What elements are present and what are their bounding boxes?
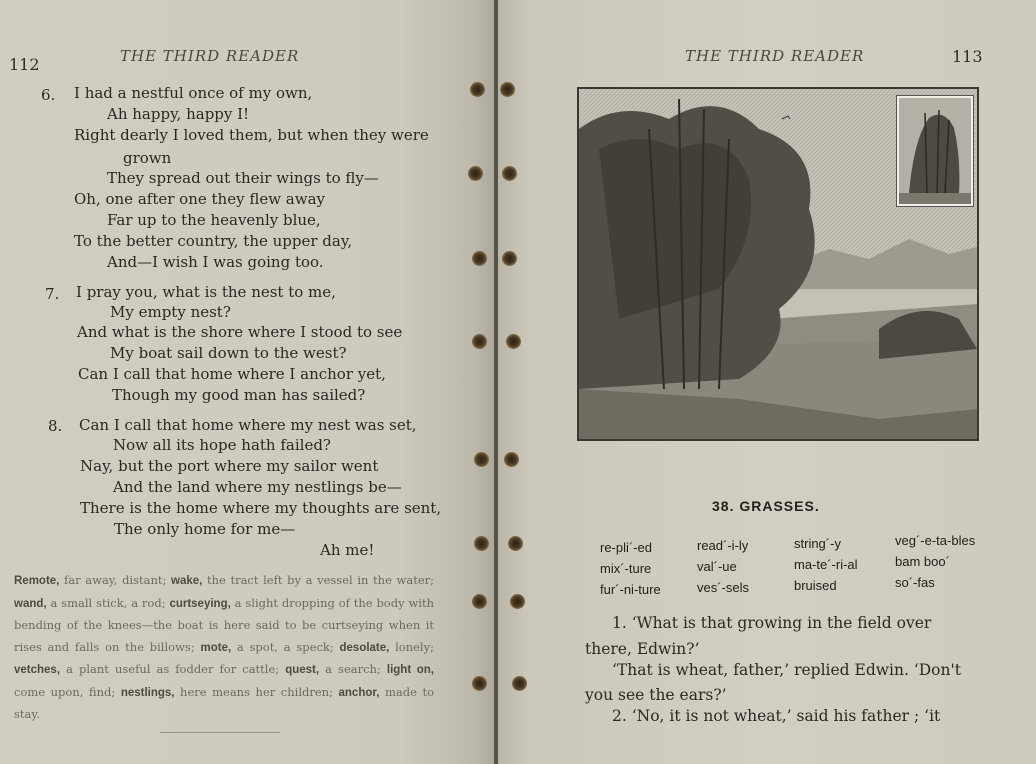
bamboo-inset-image xyxy=(899,98,971,204)
glossary-term: curtseying, xyxy=(169,597,231,610)
glossary-definition: a plant useful as fodder for cattle; xyxy=(60,662,286,676)
binding-hole xyxy=(504,452,519,467)
glossary-definition: far away, distant; xyxy=(59,573,172,587)
glossary-definition: here means her children; xyxy=(174,684,339,699)
vocab-word: val´-ue xyxy=(697,559,737,574)
glossary-term: vetches, xyxy=(14,664,61,676)
poem-line: Oh, one after one they flew away xyxy=(74,190,326,208)
binding-hole xyxy=(508,536,523,551)
binding-hole xyxy=(472,251,487,266)
glossary-definition: the tract left by a vessel in the water; xyxy=(202,573,435,587)
poem-line: Can I call that home where my nest was set, xyxy=(79,416,417,434)
vocab-word: veg´-e-ta-bles xyxy=(895,533,976,548)
poem-line: There is the home where my thoughts are sent, xyxy=(80,499,442,517)
binding-hole xyxy=(512,676,527,691)
vocab-word: bam boo´ xyxy=(895,554,950,569)
binding-hole xyxy=(470,82,485,97)
stanza-number: 7. xyxy=(45,285,60,303)
poem-line: Ah me! xyxy=(320,541,375,559)
binding-hole xyxy=(506,334,521,349)
prose-line: 2. ‘No, it is not wheat,’ said his father ; ‘it xyxy=(612,707,941,725)
binding-hole xyxy=(474,452,489,467)
poem-line: The only home for me— xyxy=(114,520,296,538)
glossary-term: light on, xyxy=(386,664,434,676)
poem-line: Nay, but the port where my sailor went xyxy=(80,457,379,475)
binding-hole xyxy=(472,676,487,691)
glossary-term: desolate, xyxy=(339,641,390,654)
vocab-word: string´-y xyxy=(794,536,841,551)
poem-line: And the land where my nestlings be— xyxy=(113,478,402,496)
poem-line: They spread out their wings to fly— xyxy=(107,169,379,187)
prose-line: 1. ‘What is that growing in the field over xyxy=(612,614,932,632)
poem-line: My boat sail down to the west? xyxy=(110,344,347,362)
poem-line: Far up to the heavenly blue, xyxy=(107,211,321,229)
book-gutter xyxy=(494,0,498,764)
vocab-word: ma-te´-ri-al xyxy=(794,557,858,572)
prose-line: there, Edwin?’ xyxy=(585,640,700,658)
vocab-word: ves´-sels xyxy=(697,580,750,595)
binding-hole xyxy=(468,166,483,181)
prose-line: you see the ears?’ xyxy=(585,686,727,704)
left-page xyxy=(0,0,497,764)
lesson-title: 38. GRASSES. xyxy=(712,498,820,514)
glossary-term: nestlings, xyxy=(120,686,175,699)
vocab-word: so´-fas xyxy=(895,575,935,590)
running-head: THE THIRD READER xyxy=(685,47,865,65)
poem-line: I had a nestful once of my own, xyxy=(74,84,313,102)
page-number: 112 xyxy=(9,55,40,74)
poem-line: And what is the shore where I stood to see xyxy=(77,323,403,341)
binding-hole xyxy=(500,82,515,97)
poem-line: Right dearly I loved them, but when they were xyxy=(74,126,429,144)
poem-line: Can I call that home where I anchor yet, xyxy=(78,365,386,383)
vocab-word: read´-i-ly xyxy=(697,538,749,553)
glossary-term: wake, xyxy=(171,575,203,587)
glossary-definition: a search; xyxy=(319,662,387,676)
glossary-definition: a spot, a speck; xyxy=(231,639,340,654)
glossary-definition: a slight dropping of the body with bending of the knees—the boat is here said to be curtseying when it rises and falls on the billows; xyxy=(14,595,435,654)
stanza-number: 6. xyxy=(41,86,56,104)
glossary-definition: made to stay. xyxy=(14,684,434,721)
binding-hole xyxy=(474,536,489,551)
vocab-word: mix´-ture xyxy=(600,561,652,576)
poem-line: And—I wish I was going too. xyxy=(107,253,324,271)
poem-line: Now all its hope hath failed? xyxy=(113,436,331,454)
poem-line: Though my good man has sailed? xyxy=(112,386,366,404)
binding-hole xyxy=(510,594,525,609)
vocab-word: bruised xyxy=(794,578,837,593)
vocab-word: re-pli´-ed xyxy=(600,540,653,555)
page-number: 113 xyxy=(952,47,983,66)
inset-illustration xyxy=(897,96,973,206)
binding-hole xyxy=(472,594,487,609)
binding-hole xyxy=(502,166,517,181)
glossary-term: quest, xyxy=(285,664,320,676)
divider xyxy=(160,732,280,733)
glossary-term: Remote, xyxy=(14,575,60,587)
glossary-term: mote, xyxy=(200,641,232,654)
glossary-term: anchor, xyxy=(338,686,380,699)
glossary-definition: a small stick, a rod; xyxy=(46,595,170,610)
poem-line: To the better country, the upper day, xyxy=(74,232,353,250)
poem-line: grown xyxy=(123,149,172,167)
stanza-number: 8. xyxy=(48,417,63,435)
glossary-definition: lonely; xyxy=(389,639,434,654)
binding-hole xyxy=(502,251,517,266)
poem-line: I pray you, what is the nest to me, xyxy=(76,283,336,301)
vocab-word: fur´-ni-ture xyxy=(600,582,661,597)
glossary-definition: come upon, find; xyxy=(14,684,121,699)
binding-hole xyxy=(472,334,487,349)
poem-line: Ah happy, happy I! xyxy=(107,105,250,123)
glossary xyxy=(14,570,434,726)
prose-line: ‘That is wheat, father,’ replied Edwin. ‘Don't xyxy=(612,661,961,679)
running-head: THE THIRD READER xyxy=(120,47,300,65)
poem-line: My empty nest? xyxy=(110,303,231,321)
glossary-term: wand, xyxy=(14,597,47,610)
